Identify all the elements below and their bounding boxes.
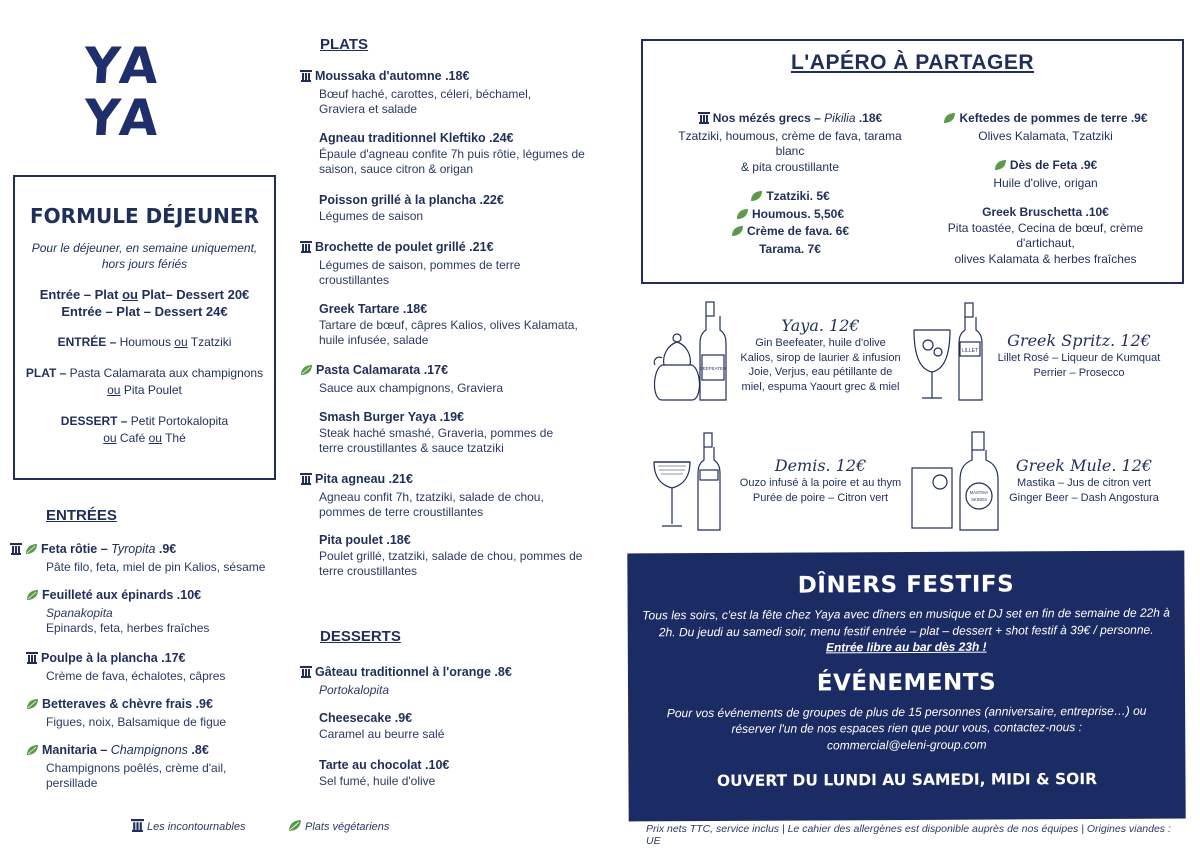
plat-poisson: Poisson grillé à la plancha .22€ Légumes de saison (319, 193, 504, 223)
legend-veggie: Plats végétariens (288, 819, 389, 835)
entree-feta: Feta rôtie – Tyropita .9€ Pâte filo, feta, miel de pin Kalios, sésame (10, 542, 280, 575)
formule-dessert: DESSERT – Petit Portokalopita ou Café ou Thé (60, 414, 229, 445)
dessert-gateau: Gâteau traditionnel à l'orange .8€ Portokalopita (300, 665, 590, 698)
evenements-title: ÉVÉNEMENTS (816, 669, 997, 696)
desserts-title: DESSERTS (320, 628, 401, 645)
skinos-label: SKINOS (971, 497, 987, 502)
plat-kleftiko: Agneau traditionnel Kleftiko .24€ Épaule d'agneau confite 7h puis rôtie, légumes de saison, sauce citron & origan (319, 131, 585, 176)
leaf-icon (750, 190, 763, 207)
entree-manitaria: Manitaria – Champignons .8€ Champignons poêlés, crème d'ail, persillade (26, 743, 276, 792)
festif-title: DÎNERS FESTIFS (797, 571, 1015, 599)
contact-email[interactable]: commercial@eleni-group.com (826, 737, 987, 752)
column-icon (26, 652, 38, 669)
apero-bruschetta: Greek Bruschetta .10€ Pita toastée, Cecina de bœuf, crème d'artichaut, olives Kalamata & herbes fraîches (947, 205, 1144, 266)
cocktail-greek-mule: Greek Mule. 12€ Mastika – Jus de citron vert Ginger Beer – Dash Angostura (1009, 456, 1159, 504)
column-icon (300, 473, 312, 490)
footer-note: Prix nets TTC, service inclus | Le cahier des allergènes est disponible auprès de nos équipes | Origines viandes : UE (646, 823, 1171, 847)
plat-pita-agneau: Pita agneau .21€ Agneau confit 7h, tzatziki, salade de chou, pommes de terre croustillantes (300, 472, 590, 521)
cocktail-yaya: Yaya. 12€ Gin Beefeater, huile d'olive Kalios, sirop de laurier & infusion Joie, Verjus, eau pétillante de miel, espuma Yaourt grec & miel (740, 316, 901, 393)
entree-feuillete: Feuilleté aux épinards .10€ Spanakopita Epinards, feta, herbes fraîches (26, 588, 276, 637)
leaf-icon (26, 744, 39, 761)
legend-iconic: Les incontournables (131, 819, 245, 835)
leaf-icon (25, 543, 38, 560)
formule-dejeuner-box (13, 175, 276, 480)
plats-title: PLATS (320, 36, 369, 53)
plat-pasta: Pasta Calamarata .17€ Sauce aux champignons, Graviera (300, 363, 590, 396)
apero-mezes: Nos mézés grecs – Pikilia .18€ Tzatziki, houmous, crème de fava, tarama blanc & pita croustillante (678, 111, 902, 174)
leaf-icon (943, 112, 956, 129)
plat-tartare: Greek Tartare .18€ Tartare de bœuf, câpres Kalios, olives Kalamata, huile infusée, salade (319, 302, 578, 347)
yaya-cocktail-illustration (650, 300, 730, 403)
cocktail-greek-spritz: Greek Spritz. 12€ Lillet Rosé – Liqueur de Kumquat Perrier – Prosecco (997, 331, 1161, 379)
leaf-icon (300, 364, 313, 381)
entree-betteraves: Betteraves & chèvre frais .9€ Figues, noix, Balsamique de figue (26, 697, 276, 730)
column-icon (300, 70, 312, 87)
column-icon (10, 543, 22, 560)
leaf-icon (731, 225, 744, 242)
mastiha-label: MASTIHA (969, 490, 989, 495)
festif-text: Tous les soirs, c'est la fête chez Yaya avec dîners en musique et DJ set en fin de semaine de 22h à 2h. Du jeudi au samedi soir, menu festif entrée – plat – dessert + shot festif à 39€ / personne. Entrée libre au bar dès 23h ! (642, 605, 1170, 655)
leaf-icon (26, 589, 39, 606)
apero-keftedes: Keftedes de pommes de terre .9€ Olives Kalamata, Tzatziki (928, 111, 1163, 144)
column-icon (131, 819, 144, 835)
column-icon (300, 241, 312, 258)
entrees-title: ENTRÉES (46, 507, 117, 524)
apero-feta: Dès de Feta .9€ Huile d'olive, origan (993, 158, 1098, 190)
apero-title: L'APÉRO À PARTAGER (790, 51, 1035, 74)
plat-brochette: Brochette de poulet grillé .21€ Légumes de saison, pommes de terre croustillantes (300, 240, 590, 289)
leaf-icon (288, 819, 302, 835)
formule-price-24: Entrée – Plat – Dessert 24€ (61, 304, 228, 319)
formule-entree: ENTRÉE – Houmous ou Tzatziki (57, 335, 232, 349)
apero-box (641, 39, 1184, 284)
plat-moussaka: Moussaka d'automne .18€ Bœuf haché, carottes, céleri, béchamel, Graviera et salade (300, 69, 590, 118)
plat-pita-poulet: Pita poulet .18€ Poulet grillé, tzatziki, salade de chou, pommes de terre croustillantes (319, 533, 583, 578)
dessert-cheesecake: Cheesecake .9€ Caramel au beurre salé (319, 711, 445, 741)
leaf-icon (26, 698, 39, 715)
greek-spritz-illustration (910, 300, 990, 403)
plat-burger: Smash Burger Yaya .19€ Steak haché smashé, Graveria, pommes de terre croustillantes & sauce tzatziki (319, 410, 554, 455)
lillet-label: LILLET (961, 348, 979, 354)
entree-poulpe: Poulpe à la plancha .17€ Crème de fava, échalotes, câpres (26, 651, 276, 684)
leaf-icon (736, 208, 749, 225)
formule-plat: PLAT – Pasta Calamarata aux champignons ou Pita Poulet (25, 366, 264, 397)
dessert-tarte: Tarte au chocolat .10€ Sel fumé, huile d'olive (319, 758, 450, 788)
beefeater-label: BEEFEATER (699, 366, 727, 371)
demis-cocktail-illustration (650, 430, 730, 533)
festif-banner (627, 551, 1185, 822)
apero-dips: Tzatziki. 5€ Houmous. 5,50€ Crème de fava. 6€ Tarama. 7€ (715, 189, 865, 257)
evenements-text: Pour vos événements de groupes de plus de 15 personnes (anniversaire, entreprise…) ou réserver l'un de nos espaces rien que pour vous, contactez-nous : (666, 703, 1147, 736)
formule-title: FORMULE DÉJEUNER (30, 204, 259, 228)
formule-intro: Pour le déjeuner, en semaine uniquement, hors jours fériés (31, 241, 258, 271)
column-icon (300, 666, 312, 683)
cocktail-demis: Demis. 12€ Ouzo infusé à la poire et au thym Purée de poire – Citron vert (739, 456, 902, 504)
opening-hours: OUVERT DU LUNDI AU SAMEDI, MIDI & SOIR (716, 770, 1098, 790)
leaf-icon (994, 159, 1007, 176)
festif-bar-link: Entrée libre au bar dès 23h ! (825, 639, 987, 655)
formule-price-20: Entrée – Plat ou Plat– Dessert 20€ Entrée – Plat – Dessert 24€ (39, 287, 250, 319)
greek-mule-illustration (908, 430, 1003, 533)
column-icon (698, 112, 710, 129)
yaya-logo: YA YA (81, 37, 165, 147)
